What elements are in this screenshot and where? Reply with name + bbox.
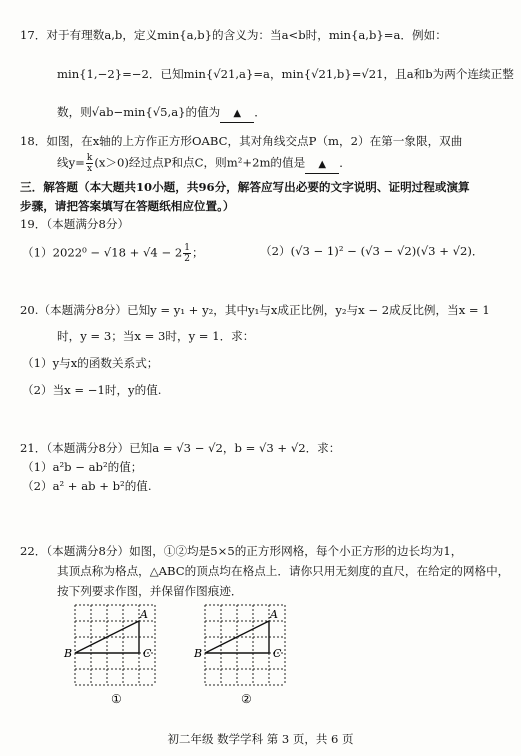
q17-line2: min{1,−2}=−2．已知min{√21,a}=a，min{√21,b}=√21，且a和b为两个连续正整 [57,67,514,81]
q18-line1: 18．如图，在x轴的上方作正方形OABC，其对角线交点P（m，2）在第一象限，双曲 [20,134,463,148]
section3-line2: 步骤，请把答案填写在答题纸相应位置。） [20,199,235,213]
section3-line1: 三．解答题（本大题共10小题，共96分，解答应写出必要的文字说明、证明过程或演算 [20,180,470,194]
q19-fraction: $\frac{1}{2}$ [184,243,190,264]
grid2-label-c: C [273,647,282,660]
grid1-label-a: A [140,608,148,621]
q18-answer-blank: ▲ [305,155,339,174]
q18-line2-start: 线y= [57,155,85,170]
q17-line3-text: 数，则√ab−min{√5,a}的值为 [57,105,221,119]
q17-line1: 17．对于有理数a,b，定义min{a,b}的含义为：当a<b时，min{a,b}=a．例如： [20,28,447,42]
q19-header: 19．（本题满分8分） [20,217,130,231]
grid2-label-b: B [194,647,203,660]
grid2-label-a: A [270,608,278,621]
q17-answer-blank: ▲ [220,104,254,123]
q19-part1-expr: （1）2022⁰ − √18 + √4 − 2 [22,245,183,260]
q18-fraction: $\frac{k}{x}$ [86,153,93,174]
q20-line2: 时，y = 3；当x = 3时，y = 1．求： [57,329,255,343]
grid1-label-c: C [143,647,152,660]
q22-line3: 按下列要求作图，并保留作图痕迹． [57,584,243,598]
q22-line1: 22．（本题满分8分）如图，①②均是5×5的正方形网格，每个小正方形的边长均为1， [20,544,463,558]
q20-part2: （2）当x = −1时，y的值. [22,383,162,397]
grid1-caption: ① [111,692,122,706]
q20-line1: 20.（本题满分8分）已知y = y₁ + y₂，其中y₁与x成正比例，y₂与x − 2成反比例，当x = 1 [20,303,490,317]
q19-part1-end: ； [192,245,204,260]
q19-part1 [22,243,204,264]
q21-part2: （2）a² + ab + b²的值. [22,479,152,493]
page-footer: 初二年级 数学学科 第 3 页，共 6 页 [167,732,354,746]
q21-line1: 21．（本题满分8分）已知a = √3 − √2，b = √3 + √2．求： [20,441,341,455]
grid2-caption: ② [241,692,252,706]
q21-part1: （1）a²b − ab²的值； [22,460,143,474]
grid-figure-2 [190,600,300,710]
grid-figure-1 [60,600,170,710]
q17-line3-end: ． [254,105,266,119]
q18-line2 [57,153,351,174]
q20-part1: （1）y与x的函数关系式； [22,356,159,370]
q19-part2: （2）(√3 − 1)² − (√3 − √2)(√3 + √2)． [260,244,484,258]
q17-line3 [57,104,266,123]
q22-line2: 其顶点称为格点，△ABC的顶点均在格点上．请你只用无刻度的直尺，在给定的网格中， [57,564,510,578]
q18-line2-mid: (x＞0)经过点P和点C，则m²+2m的值是 [94,155,306,170]
grid1-label-b: B [64,647,73,660]
q18-line2-end: ． [339,155,351,170]
